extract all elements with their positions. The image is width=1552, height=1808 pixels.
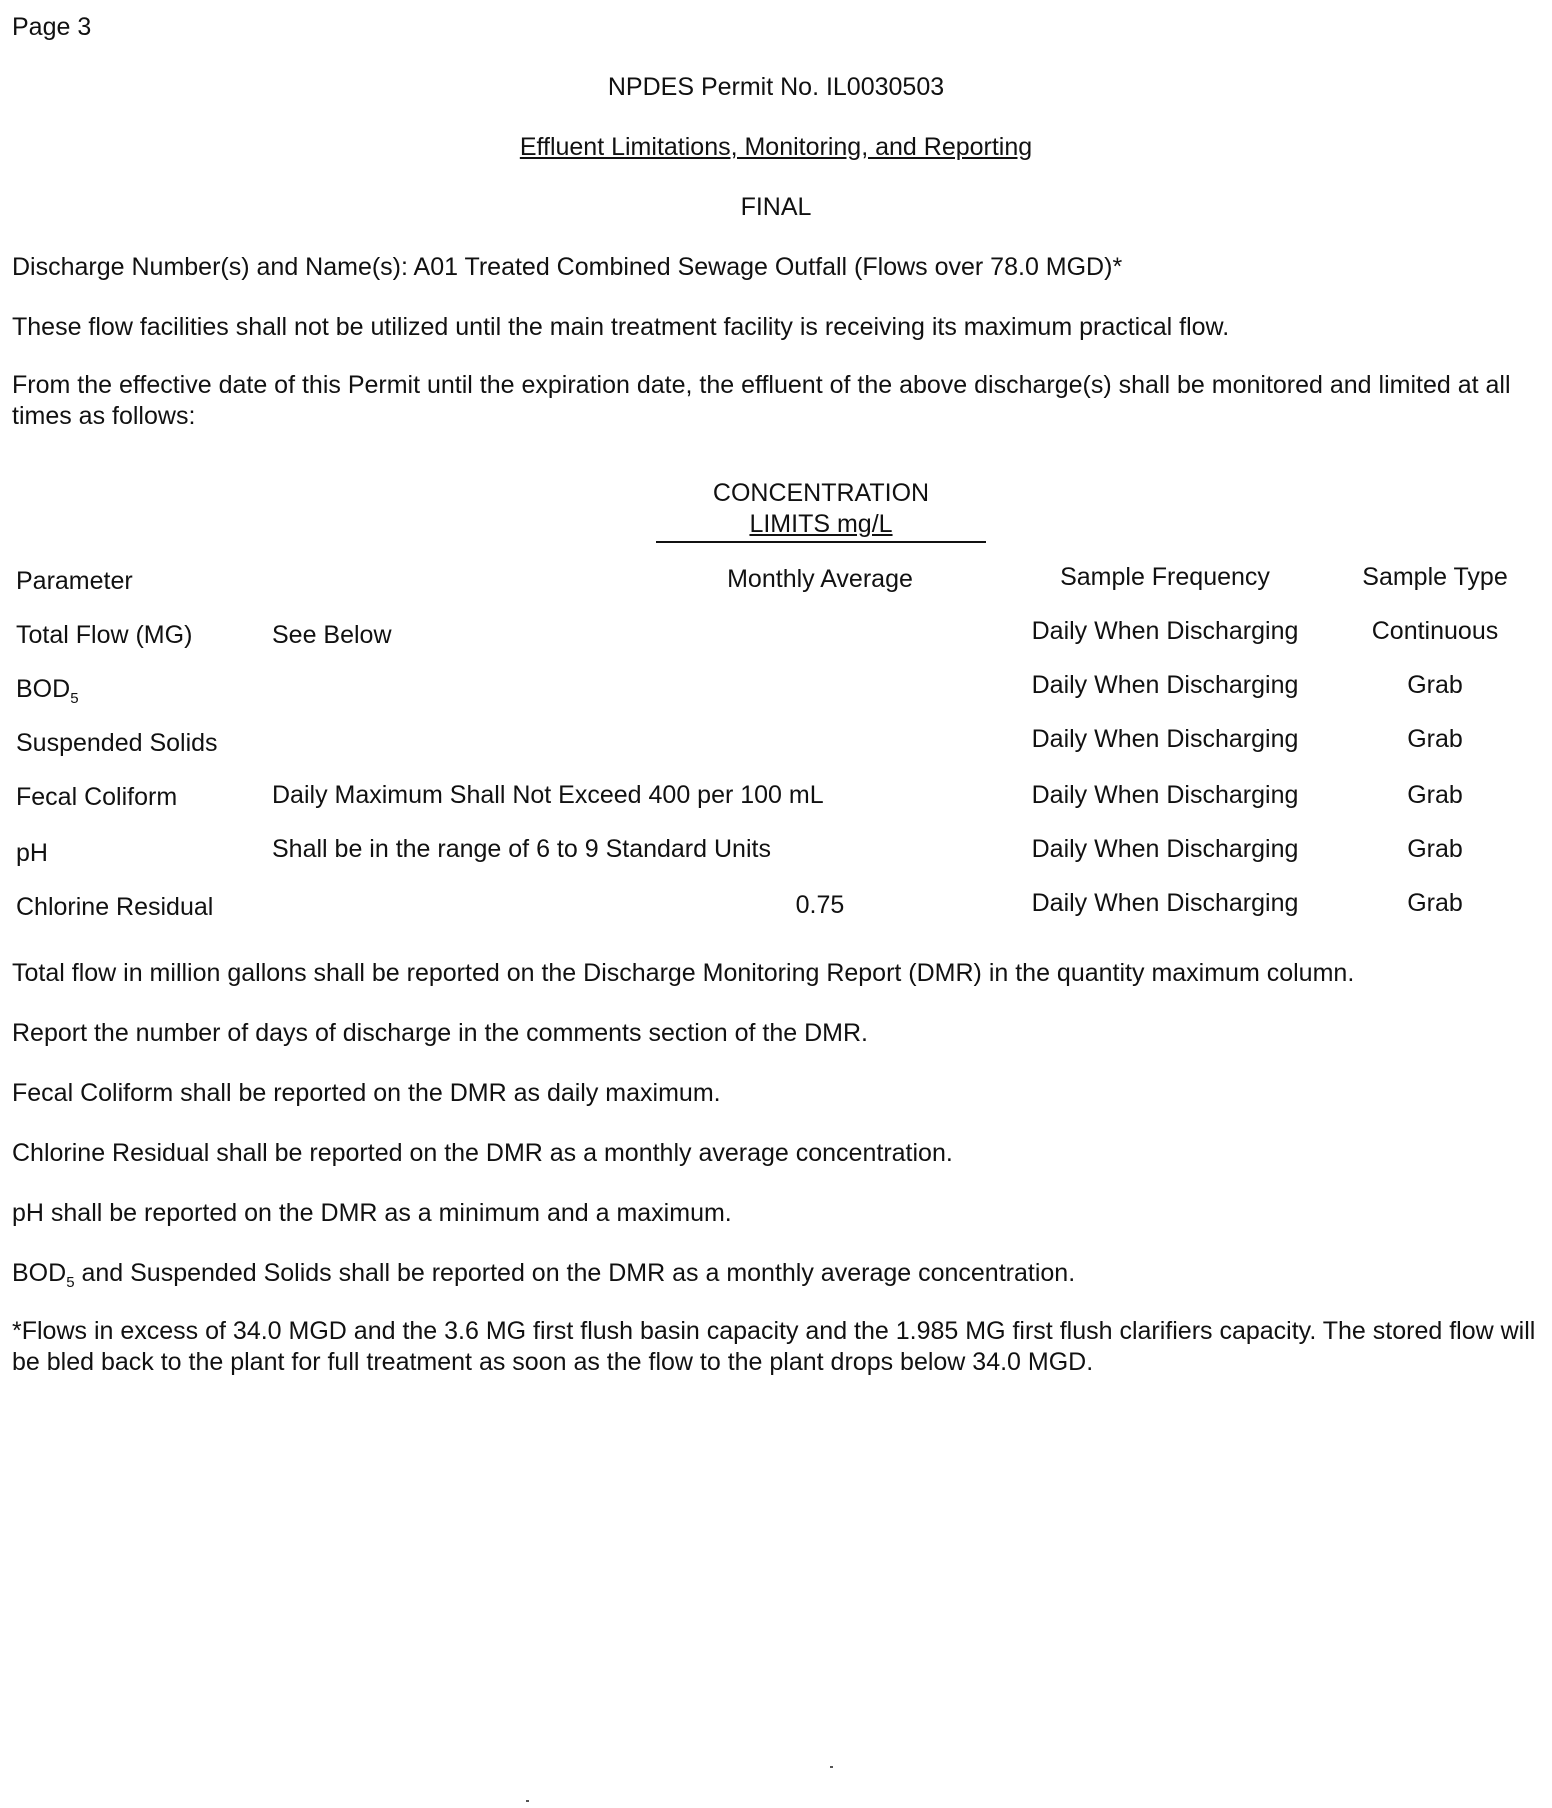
permit-number: NPDES Permit No. IL0030503: [607, 73, 945, 101]
status-final: FINAL: [740, 193, 812, 221]
section-title: Effluent Limitations, Monitoring, and Reporting: [519, 133, 1033, 161]
intro-paragraph-1: These flow facilities shall not be utilized until the main treatment facility is receiving its maximum practical flow.: [12, 313, 1230, 341]
note-fecal-coliform: Fecal Coliform shall be reported on the DMR as daily maximum.: [12, 1079, 721, 1107]
footnote-flows: *Flows in excess of 34.0 MGD and the 3.6 MG first flush basin capacity and the 1.985 MG first flush clarifiers capacity. The stored flow will be bled back to the plant for full treatment as soon as the flow to the plant drops below 34.0 MGD.: [12, 1317, 1536, 1377]
scan-speck: [526, 1800, 529, 1802]
discharge-line: Discharge Number(s) and Name(s): A01 Treated Combined Sewage Outfall (Flows over 78.0 MGD)*: [12, 253, 1123, 281]
note-total-flow: Total flow in million gallons shall be reported on the Discharge Monitoring Report (DMR) in the quantity maximum column.: [12, 959, 1355, 987]
intro-paragraph-2: From the effective date of this Permit until the expiration date, the effluent of the above discharge(s) shall be monitored and limited at all times as follows:: [12, 371, 1511, 431]
row-parameter: Suspended Solids: [16, 729, 218, 757]
row-parameter-subscript: 5: [70, 690, 79, 707]
row-parameter-text: BOD: [16, 675, 71, 703]
concentration-limits-header: [656, 478, 986, 543]
note-days-discharge: Report the number of days of discharge in the comments section of the DMR.: [12, 1019, 868, 1047]
row-parameter: Fecal Coliform: [16, 783, 178, 811]
row-sample-type: Grab: [1407, 781, 1463, 809]
note-ph: pH shall be reported on the DMR as a minimum and a maximum.: [12, 1199, 732, 1227]
note-bod-suspended-solids: [12, 1258, 1540, 1293]
row-sample-type: Grab: [1407, 671, 1463, 699]
row-monthly-average: 0.75: [795, 891, 845, 919]
header-parameter: Parameter: [16, 567, 133, 595]
concentration-header-line1: CONCENTRATION: [712, 479, 930, 507]
row-sample-type: Continuous: [1371, 617, 1499, 645]
note-bod-rest: and Suspended Solids shall be reported on the DMR as a monthly average concentration.: [74, 1259, 1076, 1287]
row-parameter: Total Flow (MG): [16, 621, 193, 649]
note-bod-prefix: BOD: [12, 1259, 67, 1287]
row-frequency: Daily When Discharging: [1031, 725, 1299, 753]
row-frequency: Daily When Discharging: [1031, 835, 1299, 863]
row-limit-text: Daily Maximum Shall Not Exceed 400 per 100 mL: [272, 781, 824, 809]
row-parameter: [16, 674, 79, 709]
row-limit-text: Shall be in the range of 6 to 9 Standard Units: [272, 835, 771, 863]
row-frequency: Daily When Discharging: [1031, 671, 1299, 699]
row-sample-type: Grab: [1407, 725, 1463, 753]
row-parameter: Chlorine Residual: [16, 893, 214, 921]
header-sample-frequency: Sample Frequency: [1060, 563, 1270, 591]
scan-speck: [830, 1766, 833, 1768]
header-sample-type: Sample Type: [1362, 563, 1508, 591]
row-frequency: Daily When Discharging: [1031, 617, 1299, 645]
row-sample-type: Grab: [1407, 835, 1463, 863]
concentration-header-line2: LIMITS mg/L: [656, 509, 986, 542]
header-monthly-average: Monthly Average: [727, 565, 913, 593]
page-number: Page 3: [12, 13, 92, 41]
row-frequency: Daily When Discharging: [1031, 889, 1299, 917]
row-parameter: pH: [16, 839, 48, 867]
row-sample-type: Grab: [1407, 889, 1463, 917]
row-frequency: Daily When Discharging: [1031, 781, 1299, 809]
note-bod-subscript: 5: [66, 1274, 75, 1291]
note-chlorine-residual: Chlorine Residual shall be reported on the DMR as a monthly average concentration.: [12, 1139, 953, 1167]
row-limit-text: See Below: [272, 621, 392, 649]
